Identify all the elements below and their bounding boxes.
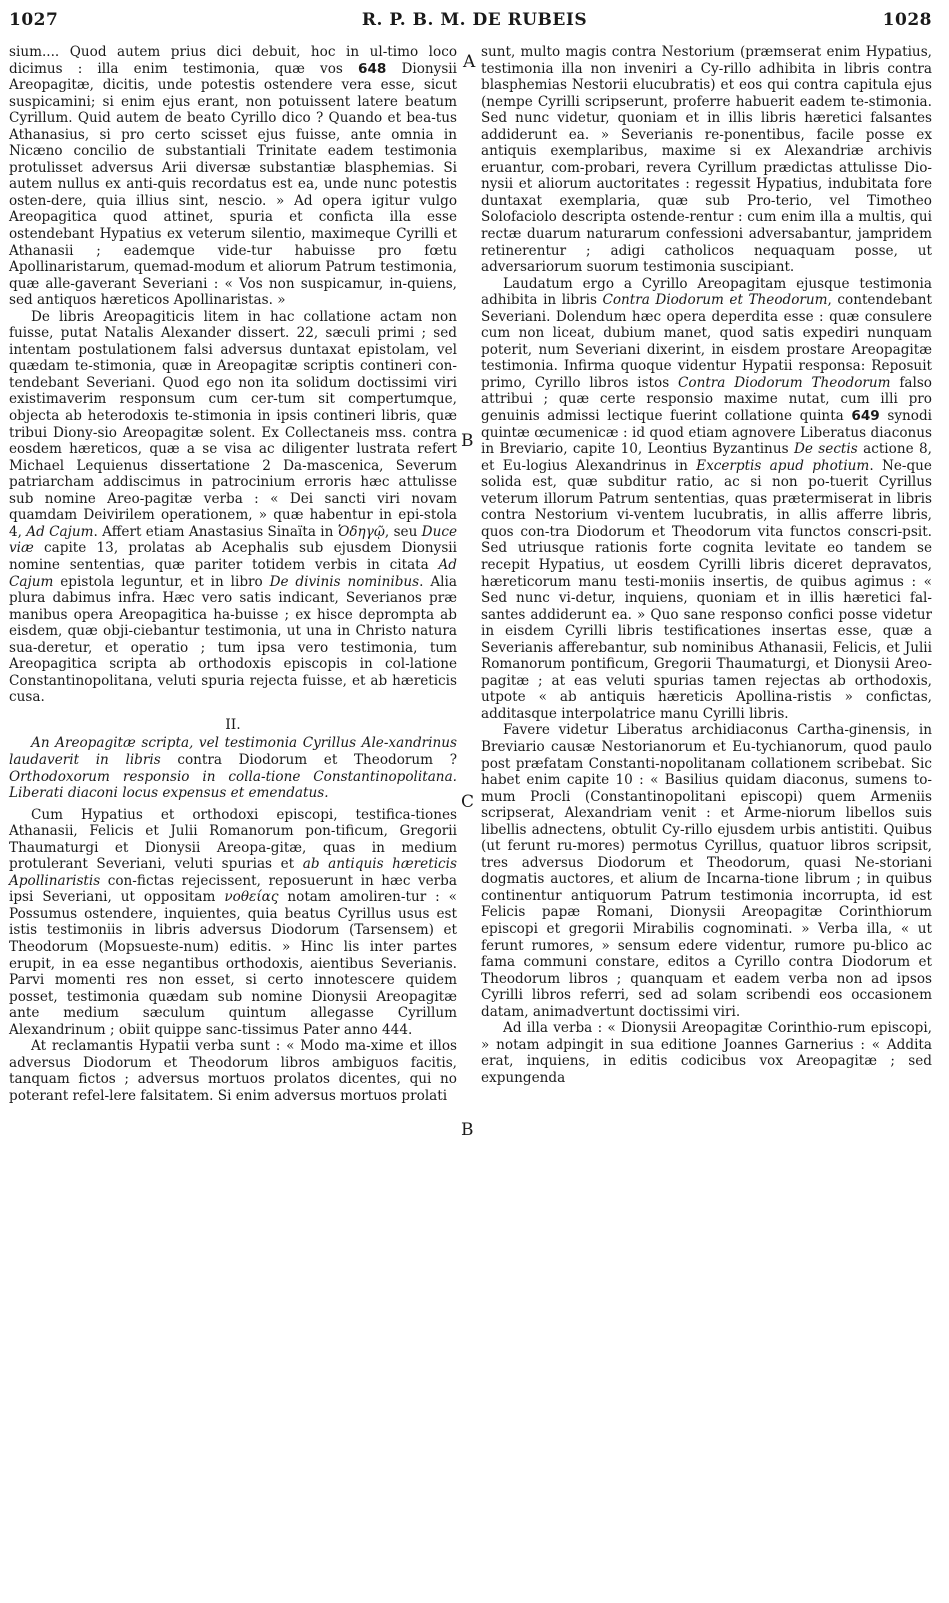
text-run: synodi quintæ œcumenicæ : id quod etiam agnovere Liberatus diaconus in Breviario, capite 10, Leontius Byzantinus [481,408,932,458]
margin-letter-a: A [463,52,476,72]
right-paragraph-2 [481,276,932,723]
text-run: capite 13, prolatas ab Acephalis sub ejusdem Dionysii nomine sententias, quæ pariter totidem verbis in citata [9,540,457,573]
right-paragraph-3: Favere videtur Liberatus archidiaconus Cartha-ginensis, in Breviario causæ Nestorianorum et Eu-tychianorum, quod paulo post præfatam Constanti-nopolitanam collationem scribebat. Sic habet enim capite 10 : « Basilius quidam diaconus, sumens to-mum Procli (Constantinopolitani episcopi) quem Armeniis scripserat, Alexandriam venit : et Arme-niorum libellos suis libellis adnectens, obtulit Cy-rillo ejusdem urbis antistiti. Quibus (ut ferunt ru-mores) permotus Cyrillus, quatuor libros scripsit, tres adversus Diodorum et Theodorum, quasi Ne-storiani dogmatis auctores, et alium de Incarna-tione librum ; in quibus continentur antiquorum Patrum testimonia incorrupta, id est Felicis papæ Romani, Dionysii Areopagitæ Corinthiorum episcopi et gregorii Mirabilis cognominati. » Verba illa, « ut ferunt rumores, » sensum edere videntur, rumore pu-blico ac fama communi constare, editos a Cyrillo contra Diodorum et Theodorum libros ; quanquam et eadem verba non ad ipsos Cyrilli libros referri, sed ad solam scribendi eos occasionem datam, animadvertunt doctissimi viri. [481,722,932,1020]
left-column [9,44,457,1104]
summary-text: contra Diodorum et Theodorum ? [160,751,457,768]
left-paragraph-4: At reclamantis Hypatii verba sunt : « Modo ma-xime et illos adversus Diodorum et Theodorum libros ambiguos facitis, tanquam fictos ; adversus mortuos prolatos dicentes, qui no poterant refel-lere falsitatem. Si enim adversus mortuos prolati [9,1038,457,1104]
right-paragraph-4: Ad illa verba : « Dionysii Areopagitæ Corinthio-rum episcopi, » notam adpingit in sua editione Joannes Garnerius : « Addita erat, inquiens, in editis codicibus vox Areopagitæ ; sed expungenda [481,1020,932,1086]
work-title: Duce viæ [9,523,457,557]
text-run: falso attribui ; quæ certe responsio maxime nutat, cum illi pro genuinis admissi lectique fuerint collatione quinta [481,374,932,425]
summary-text: Orthodoxorum responsio in colla-tione Constantinopolitana. Liberati diaconi locus expensus et emendatus. [9,768,457,802]
right-column [481,44,932,1086]
text-run: , contendebant Severiani. Dolendum hæc opera deperdita esse : quæ consulere cum non liceat, dubium manet, quod satis expediri nunquam poterit, num Severiani dixerint, in eisdem prostare Areopagitæ testimonia. Infirma quoque videntur Hypatii responsa: Reposuit primo, Cyrillo libros istos [481,292,932,391]
text-run: Laudatum ergo a Cyrillo Areopagitam ejusque testimonia adhibita in libris [481,275,932,309]
section-summary [9,735,457,801]
italic-phrase: ab antiquis hæreticis Apollinaristis [9,856,457,889]
text-run: actione 8, et Eu-logius Alexandrinus in [481,441,932,474]
text-run: Dionysii Areopagitæ, dicitis, unde potestis ostendere vera esse, sicut suspicamini; si enim ejus erant, non potuissent latere beatum Cyrillum. Quid autem de beato Cyrillo dico ? Quando et bea-tus Athanasius, si pro certo scisset ejus fuisse, ante omnia in Nicæno concilio de substantiali Trinitate eadem testimonia protulisset adversus Arii diversæ substantiæ blasphemias. Si autem nullus ex anti-quis recordatus est ea, unde nunc potestis osten-dere, quia illius sint, nescio. » Ad opera igitur vulgo Areopagitica quod attinet, spuria et conficta illa esse ostendebant Hypatius ex veterum silentio, maximeque Cyrilli et Athanasii ; eademque vide-tur habuisse pro fœtu Apollinaristarum, quemad-modum et aliorum Patrum testimonia, quæ alle-gaverant Severiani : « Vos non suspicamur, in-quiens, sed antiquos hæreticos Apollinaristas. » [9,60,457,309]
section-number: II. [225,716,241,733]
margin-number-649: 649 [851,408,880,425]
margin-number-648: 648 [357,60,387,77]
right-page-number: 1028 [882,10,932,30]
text-run: notam amoliren-tur : « Possumus ostendere, inquientes, quia beatus Cyrillus usus est istis testimoniis in libris adversus Diodorum (Tarsensem) et Theodorum (Mopsueste-num) editis. » Hinc lis inter partes erupit, in ea esse negantibus orthodoxis, aientibus Severianis. Parvi momenti res non esset, si certo innotescere quidem posset, testimonia quædam sub nomine Dionysii Areopagitæ ante medium sæculum quintum allegasse Cyrillum Alexandrinum ; obiit quippe sanc-tissimus Pater anno 444. [9,889,458,1038]
left-paragraph-2 [9,309,457,706]
greek-word: νοθείας [224,889,279,906]
right-paragraph-1: sunt, multo magis contra Nestorium (præmserat enim Hypatius, testimonia illa non inveniri a Cy-rillo adhibita in libris contra blasphemias Nestorii elucubratis) et eos qui contra capitula ejus (nempe Cyrilli scripserunt, proferre habuerit eadem te-stimonia. Sed nunc videtur, quoniam et in illis libris hæretici falsantes addiderunt ea. » Severianis re-ponentibus, facile posse ex antiquis exemplaribus, maxime si ex Alexandriæ archivis eruantur, com-probari, revera Cyrillum prædictas attulisse Dio-nysii et aliorum auctoritates : regessit Hypatius, indubitata fore duntaxat exemplaria, quæ sub Pro-terio, vel Timotheo Solofaciolo descripta ostende-rentur : cum enim illa a multis, qui rectæ duarum naturarum confessioni adversabantur, jampridem retinerentur ; adigi catholicos nequaquam posse, ut adversariorum suorum testimonia suscipiant. [481,44,932,276]
left-paragraph-1 [9,44,457,309]
text-run: . Ne-que solida est, quæ subditur ratio, ac si non po-tuerit Cyrillus veterum illorum Patrum sententias, quas prætermiserat in libris contra Nestorium vi-ventem lucubratis, in allis afferre libris, quos con-tra Diodorum et Theodorum vita functos conscri-psit. Sed utriusque rationis forte cognita levitate eo tandem se recepit Hypatius, ut eosdem Cyrilli libris diceret depravatos, hæreticorum manu testi-moniis insertis, de quibus agimus : « Sed nunc vi-detur, inquiens, quoniam et in illis hæretici fal-santes addiderunt ea. » Quo sane responso confici posse videtur in eisdem Cyrilli libris testificationes insertas esse, quæ a Severianis afferebantur, sub nominibus Athanasii, Felicis, et Julii Romanorum pontificum, Gregorii Thaumaturgi, et Dionysii Areo-pagitæ ; at eas veluti spurias tamen rejectas ab orthodoxis, utpote « ab antiquis hæreticis Apollina-ristis » confictas, additasque interpolatrice manu Cyrilli libris. [481,457,932,722]
work-title: Contra Diodorum et Theodorum [602,292,828,309]
text-run: De libris Areopagiticis litem in hac collatione actam non fuisse, putat Natalis Alexander dissert. 22, sæculi primi ; sed intentam postulationem falsi adversus duntaxat epistolam, vel quædam te-stimonia, quæ in Areopagitæ scriptis contineri con-tendebant Severiani. Quod ego non ita solidum doctissimi viri existimaverim responsum cum cer-tum sit compertumque, objecta ab heterodoxis te-stimonia in ipsis contineri libris, quæ tribui Diony-sio Areopagitæ solent. Ex Collectaneis mss. contra eosdem hæreticos, quæ a se visa ac diligenter lustrata refert Michael Lequienus dissertatione 2 Da-mascenica, Severum patriarcham addiscimus in patrocinium erroris hæc attulisse sub nomine Areo-pagitæ verba : « Dei sancti viri novam quamdam Deivirilem operationem, » quæ habentur in epi-stola 4, [9,308,457,540]
summary-text: An Areopagitæ scripta, vel testimonia Cyrillus Ale-xandrinus laudaverit in libris [9,735,457,768]
running-title: R. P. B. M. DE RUBEIS [361,10,588,30]
margin-letter-b: B [461,431,474,451]
text-run: con-fictas rejecissent, reposuerunt in hæc verba ipsi Severiani, ut oppositam [9,872,457,906]
text-run: Cum Hypatius et orthodoxi episcopi, testifica-tiones Athanasii, Felicis et Julii Romanorum pon-tificum, Gregorii Thaumaturgi et Dionysii Areopa-gitæ, quas in medium protulerant Severiani, veluti spurias et [9,806,457,873]
margin-letter-c: C [461,792,475,812]
left-paragraph-3 [9,807,457,1039]
margin-letter-b-lower: B [461,1120,474,1140]
text-run: . Affert etiam Anastasius Sinaïta in [93,523,338,540]
work-title: Ad Cajum [9,556,457,590]
page-header [0,10,949,36]
left-page-number: 1027 [9,10,59,30]
greek-word: Ὁδηγῷ [337,523,385,540]
work-title: Excerptis apud photium [696,457,870,474]
text-run: epistola leguntur, et in libro [53,573,270,590]
text-run: . Alia plura dabimus infra. Hæc vero satis indicant, Severianos præ manibus opera Areopagitica ha-buisse ; ex hisce deprompta ab eisdem, quæ obji-ciebantur testimonia, ut una in Christo natura sua-deretur, et operatio ; tum ipsa vero testimonia, tum Areopagitica scripta ab orthodoxis episcopis in col-latione Constantinopolitana, veluti spuria rejecta fuisse, et ab hæreticis cusa. [9,573,457,706]
text-run: sium.... Quod autem prius dici debuit, hoc in ul-timo loco dicimus : illa enim testimonia, quæ vos [9,44,457,77]
work-title: De divinis nominibus [269,573,420,590]
work-title: De sectis [793,441,858,458]
work-title: Ad Cajum [26,523,94,540]
text-run: , seu [384,523,422,540]
work-title: Contra Diodorum Theodorum [677,374,891,391]
